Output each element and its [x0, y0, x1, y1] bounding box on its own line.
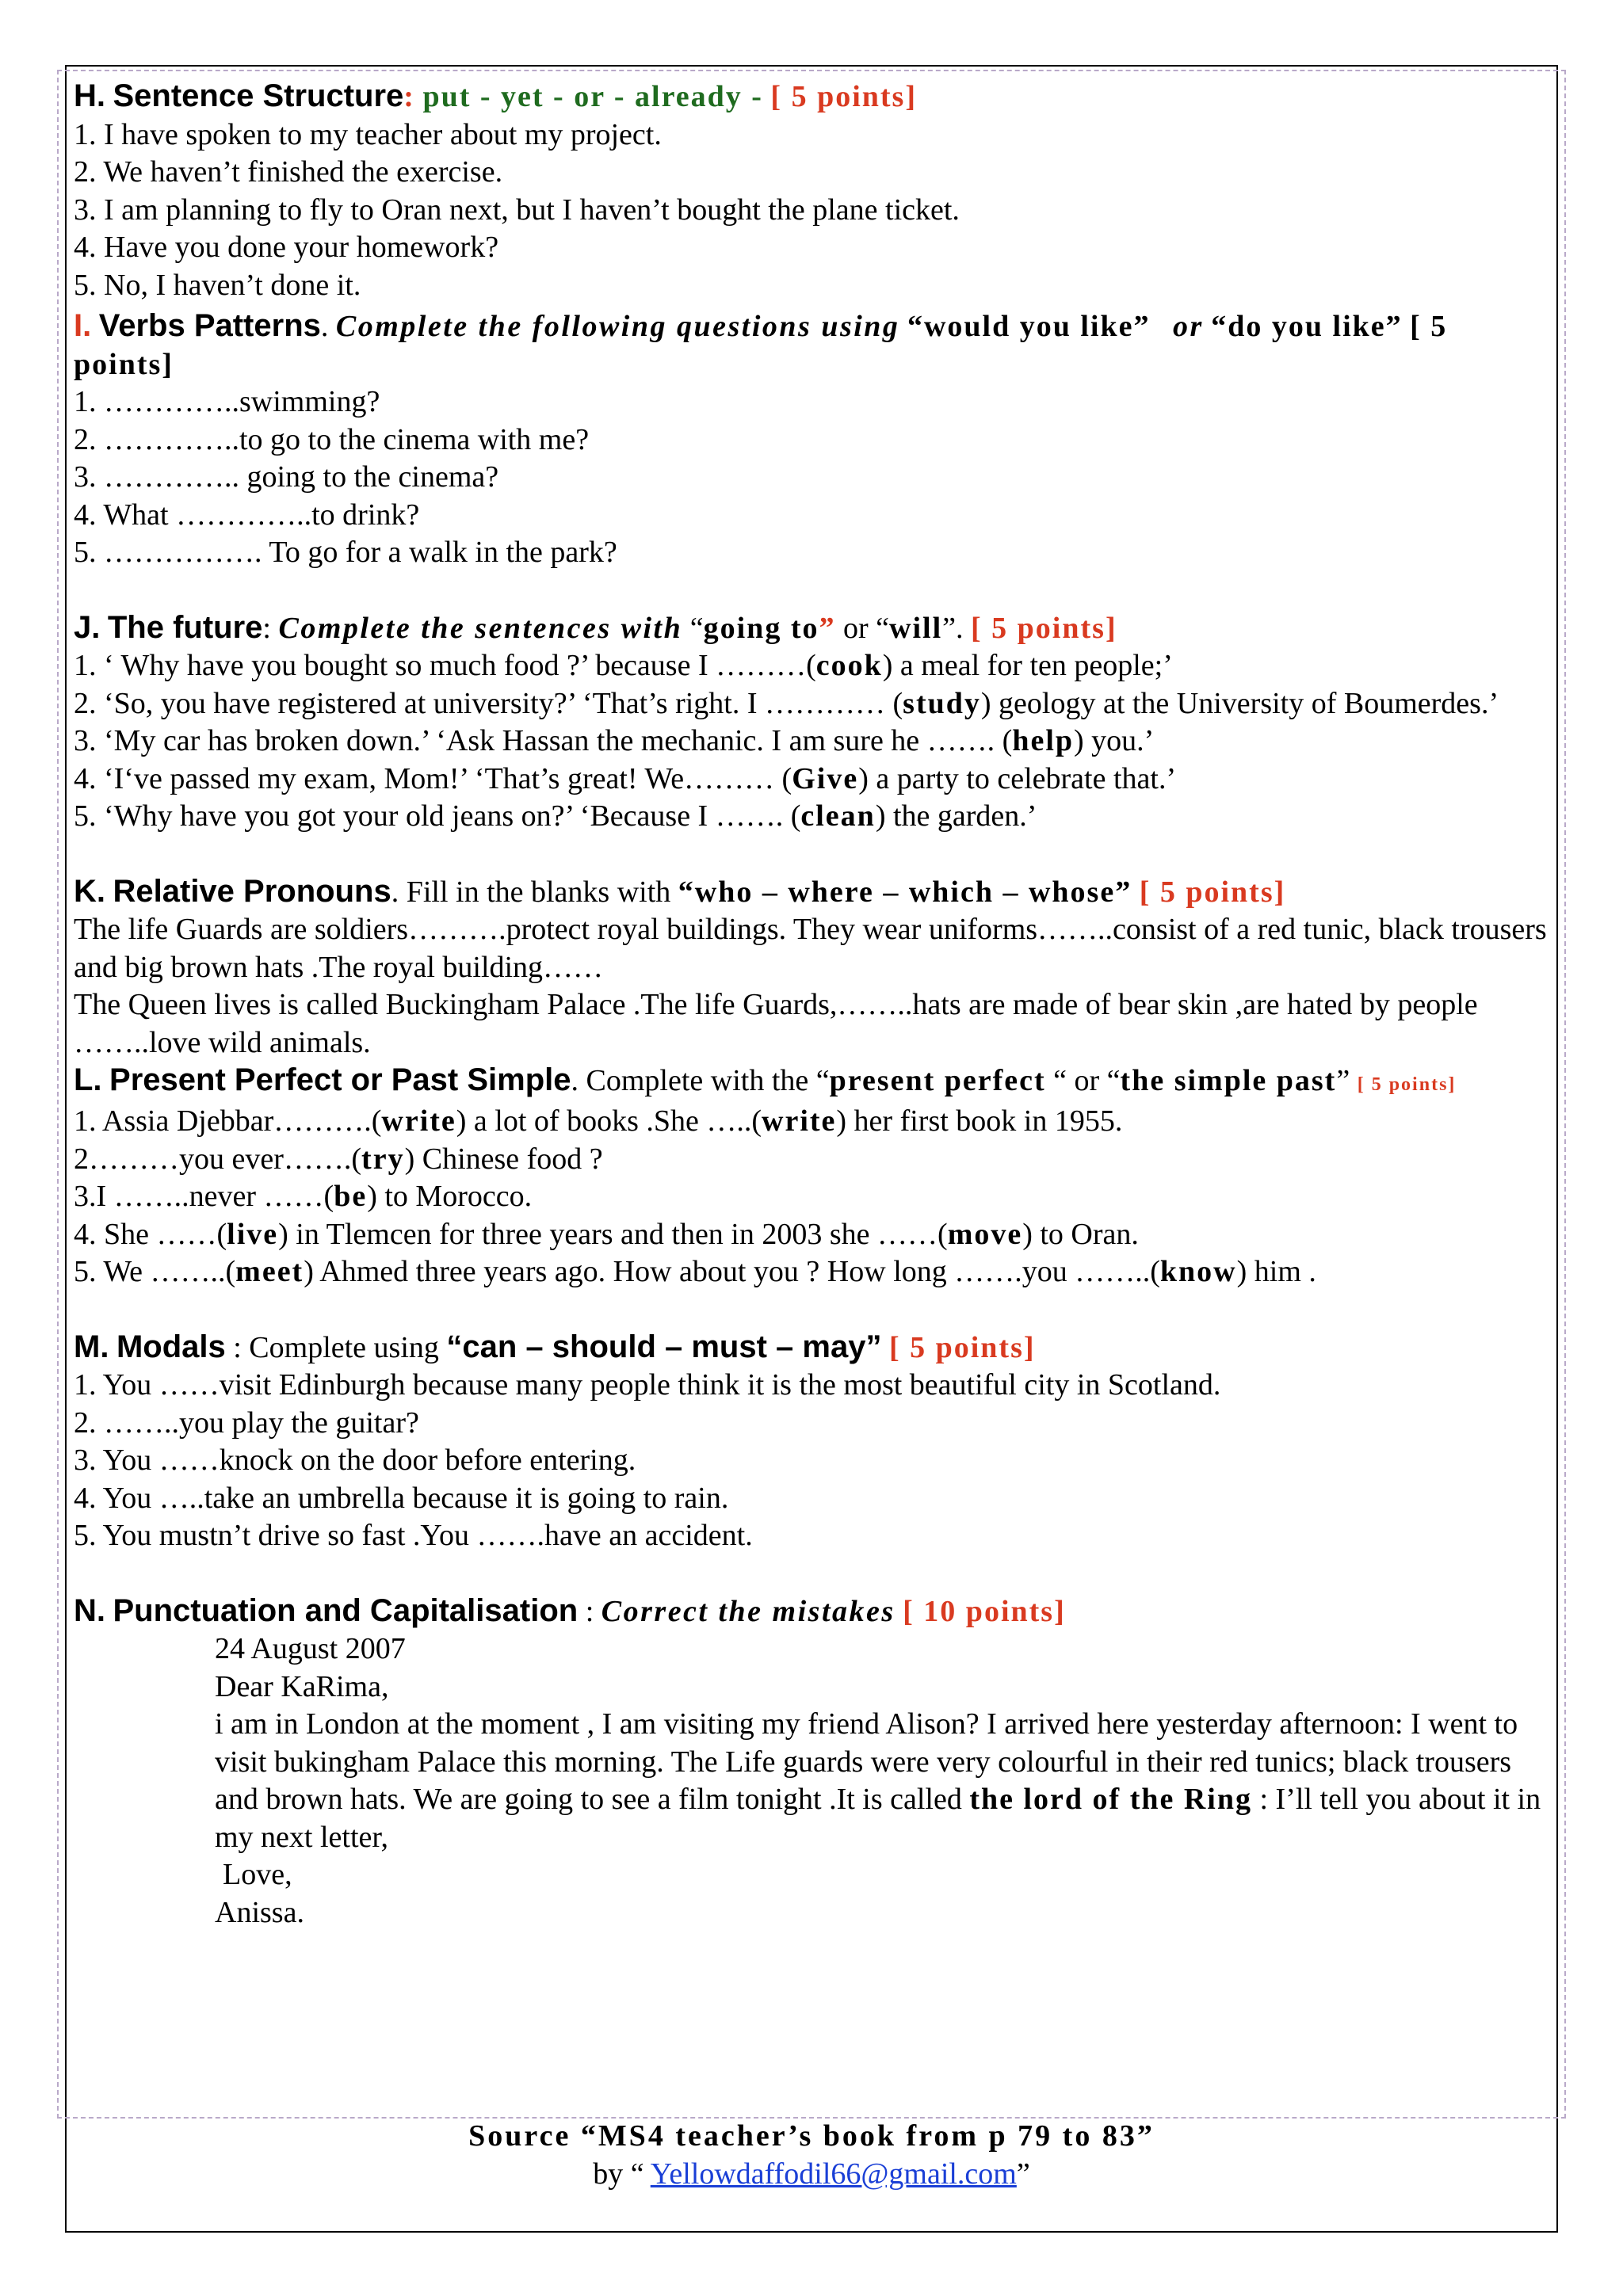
section-l-item: 5. We ……..(meet) Ahmed three years ago. How about you ? How long …….you ……..(know) him .	[74, 1255, 1316, 1288]
section-i-or: or	[1172, 310, 1204, 343]
verb-hint: meet	[235, 1255, 304, 1288]
section-l-t2: the simple past	[1120, 1064, 1337, 1097]
section-m-item: 3. You ……knock on the door before entering.	[74, 1444, 636, 1477]
section-i-item: 4. What …………..to drink?	[74, 498, 420, 532]
letter-block	[74, 1630, 1549, 1932]
letter-signature: Anissa.	[215, 1895, 304, 1929]
section-i-item: 2. …………..to go to the cinema with me?	[74, 422, 590, 456]
section-k-letter: K.	[74, 873, 105, 909]
section-l-item: 3.I ……..never ……(be) to Morocco.	[74, 1180, 533, 1213]
section-n-points: [ 10 points]	[903, 1594, 1066, 1628]
section-n-instruction: Correct the mistakes	[601, 1594, 896, 1628]
section-j-colon: :	[262, 611, 279, 645]
section-j-points: [ 5 points]	[971, 611, 1117, 645]
section-j-heading	[74, 609, 1549, 648]
verb-hint: write	[762, 1104, 837, 1138]
section-i-item: 5. ……………. To go for a walk in the park?	[74, 536, 617, 569]
section-l-points: [ 5 points]	[1357, 1074, 1457, 1095]
section-l	[74, 1062, 1549, 1291]
footer	[65, 2117, 1558, 2193]
section-h-points: [ 5 points]	[770, 80, 917, 113]
section-m	[74, 1329, 1549, 1555]
section-m-title: Modals	[116, 1329, 226, 1364]
worksheet-content	[74, 78, 1549, 1932]
section-l-t1: present perfect	[829, 1064, 1046, 1097]
section-n-colon: :	[578, 1594, 601, 1628]
section-j-item: 5. ‘Why have you got your old jeans on?’ ‘Because I ……. (clean) the garden.’	[74, 799, 1037, 833]
section-l-heading	[74, 1062, 1549, 1103]
section-i-q1: “would you like”	[907, 310, 1151, 343]
section-m-letter: M.	[74, 1329, 109, 1364]
section-l-end: ”	[1336, 1064, 1358, 1097]
section-m-item: 4. You …..take an umbrella because it is going to rain.	[74, 1481, 729, 1515]
section-l-mid: “ or “	[1045, 1064, 1121, 1097]
letter-greeting: Dear KaRima,	[215, 1669, 389, 1703]
section-h-letter: H.	[74, 78, 105, 113]
section-h-item: 5. No, I haven’t done it.	[74, 268, 361, 302]
section-i-prefix: .	[320, 310, 336, 343]
section-i-item: 3. ………….. going to the cinema?	[74, 460, 499, 494]
section-m-heading	[74, 1329, 1549, 1367]
section-j-letter: J.	[74, 609, 101, 645]
section-h-item: 3. I am planning to fly to Oran next, but I haven’t bought the plane ticket.	[74, 193, 960, 227]
section-j-title: The future	[107, 609, 263, 645]
section-l-item: 1. Assia Djebbar……….(write) a lot of books .She …..(write) her first book in 1955.	[74, 1104, 1123, 1138]
section-i-instruction: Complete the following questions using	[335, 310, 900, 343]
verb-hint: move	[947, 1217, 1023, 1251]
section-m-item: 5. You mustn’t drive so fast .You …….have an accident.	[74, 1519, 753, 1552]
section-l-title: Present Perfect or Past Simple	[109, 1062, 571, 1097]
verb-hint: know	[1159, 1255, 1237, 1288]
section-j-q1: going to	[703, 611, 819, 645]
section-i-heading	[74, 307, 1549, 383]
section-h-options: put - yet - or - already -	[422, 80, 763, 113]
section-j-item: 1. ‘ Why have you bought so much food ?’ because I ………(cook) a meal for ten people;’	[74, 649, 1173, 682]
section-i-points: [ 5 points]	[74, 310, 1448, 381]
section-l-items	[74, 1103, 1549, 1291]
section-m-points: [ 5 points]	[888, 1330, 1036, 1364]
section-m-item: 1. You ……visit Edinburgh because many people think it is the most beautiful city in Scotland.	[74, 1368, 1221, 1402]
section-i-title: Verbs Patterns	[98, 308, 321, 343]
section-i-q2: “do you like”	[1211, 310, 1403, 343]
section-l-letter: L.	[74, 1062, 102, 1097]
section-k-heading	[74, 873, 1549, 912]
section-l-instruction: . Complete with the “	[571, 1064, 830, 1097]
letter-body: i am in London at the moment , I am visiting my friend Alison? I arrived here yesterday afternoon: I went to visit bukingham Palace this morning. The Life guards were very colourful in their red tunics; black trousers and brown hats. We are going to see a film tonight .It is called the lord of the Ring : I’ll tell you about it in my next letter,	[215, 1707, 1541, 1854]
section-j	[74, 609, 1549, 836]
section-k	[74, 873, 1549, 1062]
section-m-instruction: : Complete using	[225, 1330, 447, 1364]
footer-source: Source “MS4 teacher’s book from p 79 to 83”	[468, 2119, 1155, 2153]
section-n	[74, 1592, 1549, 1932]
section-j-or: or “	[835, 611, 890, 645]
section-i-letter: I.	[74, 308, 92, 343]
section-h	[74, 78, 1549, 304]
verb-hint: be	[334, 1180, 368, 1213]
author-email-link[interactable]: Yellowdaffodil66@gmail.com	[650, 2157, 1017, 2191]
section-j-quote-close: ”	[819, 611, 836, 645]
section-k-paragraph: The Queen lives is called Buckingham Palace .The life Guards,……..hats are made of bear skin ,are hated by people ……..love wild animals.	[74, 988, 1478, 1059]
section-j-item: 3. ‘My car has broken down.’ ‘Ask Hassan the mechanic. I am sure he ……. (help) you.’	[74, 724, 1155, 757]
section-n-title: Punctuation and Capitalisation	[113, 1592, 579, 1628]
section-l-item: 2………you ever…….(try) Chinese food ?	[74, 1142, 603, 1176]
section-h-colon: :	[403, 80, 415, 113]
verb-hint: try	[361, 1142, 405, 1176]
section-h-title: Sentence Structure	[113, 78, 404, 113]
section-h-item: 2. We haven’t finished the exercise.	[74, 155, 503, 189]
footer-author: by “ Yellowdaffodil66@gmail.com”	[593, 2157, 1030, 2191]
section-m-item: 2. ……..you play the guitar?	[74, 1405, 419, 1440]
section-j-q2: will	[889, 611, 943, 645]
section-m-words: “can – should – must – may”	[446, 1329, 882, 1364]
letter-date: 24 August 2007	[215, 1632, 406, 1665]
section-h-item: 1. I have spoken to my teacher about my project.	[74, 117, 662, 151]
section-k-instruction: . Fill in the blanks with	[391, 875, 678, 909]
letter-closing: Love,	[223, 1858, 292, 1891]
section-j-item: 2. ‘So, you have registered at university?’ ‘That’s right. I ………… (study) geology at the University of Boumerdes.’	[74, 686, 1499, 720]
section-h-heading	[74, 78, 1549, 116]
section-k-title: Relative Pronouns	[113, 873, 391, 909]
verb-hint: live	[227, 1217, 279, 1251]
section-n-heading	[74, 1592, 1549, 1631]
section-j-quote-close2: ”.	[942, 611, 972, 645]
section-j-instruction: Complete the sentences with	[278, 611, 683, 645]
section-j-item: 4. ‘I‘ve passed my exam, Mom!’ ‘That’s great! We……… (Give) a party to celebrate that.’	[74, 761, 1177, 795]
section-j-quote-open: “	[689, 611, 704, 645]
section-i-item: 1. …………..swimming?	[74, 385, 380, 418]
section-i	[74, 307, 1549, 572]
verb-hint: write	[381, 1104, 456, 1138]
section-h-item: 4. Have you done your homework?	[74, 231, 499, 264]
section-k-words: “who – where – which – whose”	[678, 875, 1132, 909]
section-k-paragraph: The life Guards are soldiers……….protect royal buildings. They wear uniforms……..consist of a red tunic, black trousers and big brown hats .The royal building……	[74, 913, 1547, 984]
section-k-points: [ 5 points]	[1139, 875, 1286, 909]
section-n-letter: N.	[74, 1592, 105, 1628]
section-l-item: 4. She ……(live) in Tlemcen for three years and then in 2003 she ……(move) to Oran.	[74, 1217, 1139, 1251]
letter-film-title: the lord of the Ring	[969, 1783, 1252, 1816]
